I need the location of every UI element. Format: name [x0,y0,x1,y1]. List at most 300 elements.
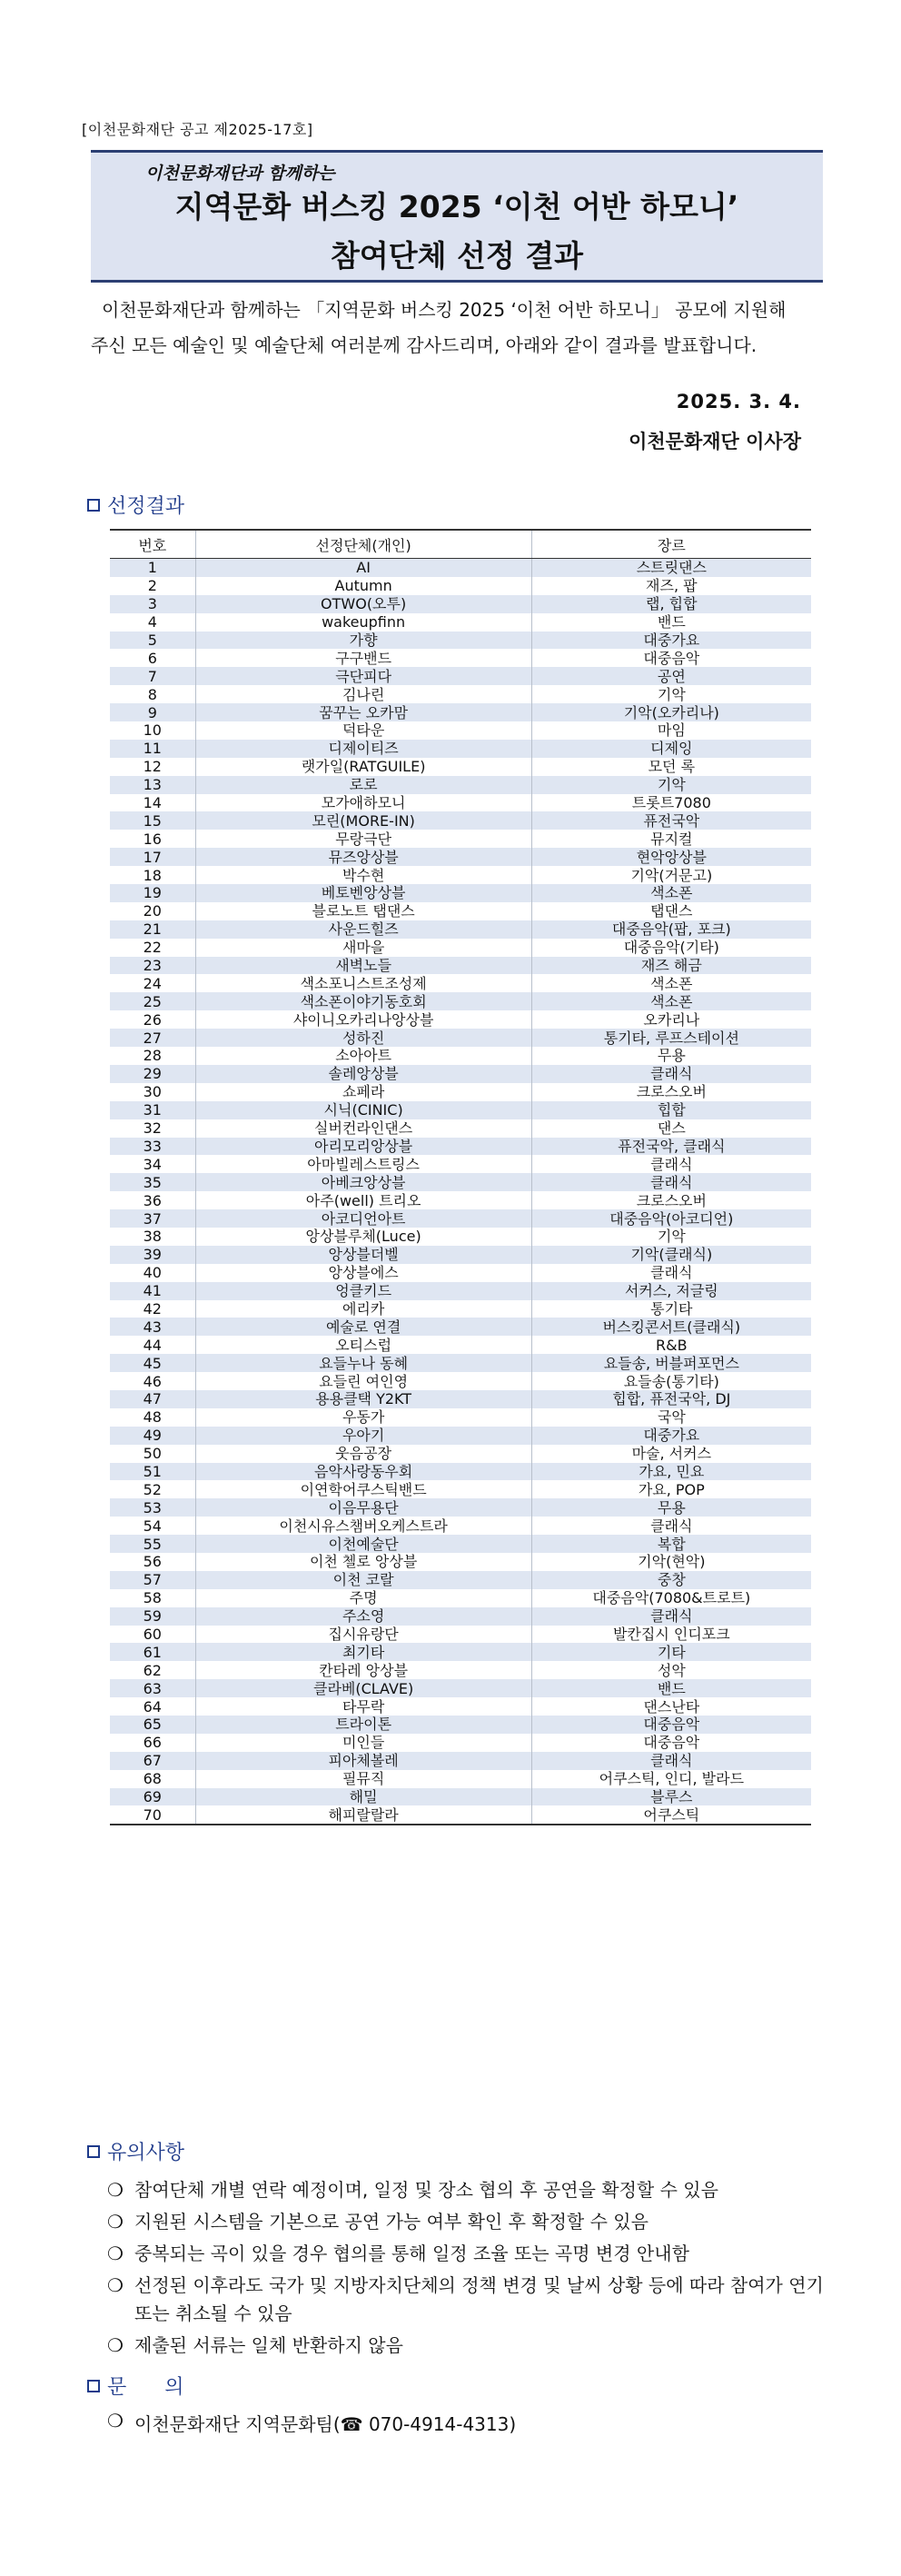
row-number: 58 [110,1589,195,1607]
row-genre: 재즈 해금 [531,957,811,975]
table-row [110,685,811,703]
row-group-name: 해밀 [195,1788,531,1806]
intro-paragraph: 이천문화재단과 함께하는 「지역문화 버스킹 2025 ‘이천 어반 하모니」 공모에 지원해 주신 모든 예술인 및 예술단체 여러분께 감사드리며, 아래와 같이 결과를 발표합니다. [91,299,787,356]
row-number: 59 [110,1607,195,1626]
table-row [110,939,811,957]
row-group-name: 용용클택 Y2KT [195,1390,531,1408]
main-title: 지역문화 버스킹 2025 ‘이천 어반 하모니’ [174,189,739,224]
row-number: 35 [110,1173,195,1191]
row-number: 29 [110,1065,195,1083]
row-number: 30 [110,1083,195,1101]
row-group-name: Autumn [195,577,531,595]
circle-bullet-icon: ❍ [107,2334,124,2356]
row-number: 12 [110,758,195,776]
row-group-name: 음악사랑동우회 [195,1463,531,1481]
pre-title: 이천문화재단과 함께하는 [145,164,335,184]
table-body [110,559,811,1825]
table-row [110,1300,811,1318]
row-group-name: 모린(MORE-IN) [195,811,531,830]
row-number: 33 [110,1138,195,1156]
row-number: 44 [110,1336,195,1354]
row-number: 5 [110,632,195,650]
issuer: 이천문화재단 이사장 [629,431,801,453]
row-number: 41 [110,1282,195,1300]
table-row [110,703,811,721]
table-row [110,1372,811,1390]
row-genre: 대중음악(7080&트로트) [592,1589,751,1607]
square-bullet-icon [87,499,100,512]
row-genre: 서커스, 저글링 [531,1282,811,1300]
row-group-name: 샤이니오카리나앙상블 [195,1010,531,1029]
row-group-name: 우동가 [195,1408,531,1427]
row-group-name: 아주(well) 트리오 [195,1191,531,1209]
row-genre: 발칸집시 인디포크 [612,1625,730,1643]
table-row [110,884,811,902]
row-number: 70 [110,1805,195,1825]
announcement-date: 2025. 3. 4. [676,391,801,413]
table-row [110,1661,811,1679]
row-genre: 색소폰 [531,884,811,902]
row-group-name: 요들린 여인영 [195,1372,531,1390]
row-genre: 무용 [657,1047,686,1065]
row-number: 51 [110,1463,195,1481]
row-number: 31 [110,1101,195,1119]
row-group-name: 가향 [195,632,531,650]
row-number: 15 [110,811,195,830]
note-item [107,2240,825,2268]
row-genre: 색소폰 [650,974,693,992]
section-notes-heading [87,2137,184,2165]
row-genre: 퓨전국악, 클래식 [531,1138,811,1156]
table-row [110,1463,811,1481]
row-number: 42 [110,1300,195,1318]
table-row [110,1390,811,1408]
note-item [107,2332,825,2360]
square-bullet-icon [87,2380,100,2392]
table-row [110,1480,811,1498]
row-genre: 통기타, 루프스테이션 [531,1029,811,1047]
row-number: 49 [110,1427,195,1445]
row-group-name: OTWO(오투) [195,595,531,613]
circle-bullet-icon: ❍ [107,2274,124,2296]
notice-number: [이천문화재단 공고 제2025-17호] [82,121,313,138]
table-row [110,1101,811,1119]
row-genre: 요들송, 버블퍼포먼스 [531,1354,811,1372]
row-number: 14 [110,794,195,812]
row-group-name: 새벽노들 [195,957,531,975]
table-row [110,649,811,667]
row-genre: 가요, POP [638,1480,705,1498]
row-genre: 국악 [657,1408,686,1427]
table-row [110,559,811,577]
row-group-name: wakeupfinn [195,613,531,632]
row-number: 53 [110,1498,195,1517]
row-genre: 힙합, 퓨전국악, DJ [531,1390,811,1408]
table-row [110,794,811,812]
row-number: 7 [110,667,195,685]
row-group-name: 이천시유스챔버오케스트라 [195,1517,531,1535]
row-number: 66 [110,1734,195,1752]
selection-table [110,529,811,1825]
row-genre: 대중음악(기타) [623,939,719,957]
circle-bullet-icon: ❍ [107,2410,124,2432]
row-group-name: 칸타레 앙상블 [195,1661,531,1679]
row-genre: 대중음악(아코디언) [531,1209,811,1228]
table-row [110,1752,811,1770]
row-genre: 오카리나 [643,1010,700,1029]
row-group-name: 예술로 연결 [195,1318,531,1336]
row-group-name: 아베크앙상블 [195,1173,531,1191]
table-row [110,1318,811,1336]
section-result-label: 선정결과 [107,495,185,518]
row-group-name: 새마을 [195,939,531,957]
header-group: 선정단체(개인) [195,530,531,559]
table-row [110,1734,811,1752]
row-group-name: 구구밴드 [195,649,531,667]
row-number: 9 [110,703,195,721]
row-number: 54 [110,1517,195,1535]
table-row [110,1065,811,1083]
row-genre: 중창 [531,1571,811,1589]
row-genre: 클래식 [650,1517,693,1535]
row-genre: 요들송(통기타) [623,1372,719,1390]
row-number: 20 [110,902,195,920]
row-number: 26 [110,1010,195,1029]
section-contact-label: 문 의 [107,2376,184,2399]
table-row [110,721,811,740]
row-number: 63 [110,1679,195,1697]
row-group-name: 아마빌레스트링스 [195,1155,531,1173]
table-row [110,1427,811,1445]
circle-bullet-icon: ❍ [107,2179,124,2201]
row-number: 61 [110,1643,195,1661]
row-genre: 마임 [657,721,686,740]
row-group-name: 이연학어쿠스틱밴드 [195,1480,531,1498]
row-group-name: 앙상블루체(Luce) [195,1228,531,1246]
row-genre: 기악(클래식) [531,1246,811,1264]
row-group-name: 색소폰이야기동호회 [195,992,531,1010]
row-number: 32 [110,1119,195,1138]
row-group-name: 우아기 [195,1427,531,1445]
row-number: 1 [110,559,195,577]
table-row [110,1697,811,1716]
row-group-name: 디제이티즈 [195,740,531,758]
header-genre: 장르 [531,530,811,559]
row-genre: 무용 [531,1498,811,1517]
row-number: 16 [110,830,195,848]
note-text: 참여단체 개별 연락 예정이며, 일정 및 장소 협의 후 공연을 확정할 수 있음 [134,2179,718,2201]
row-genre: 크로스오버 [636,1191,707,1209]
row-genre: 기악(오카리나) [531,703,811,721]
row-group-name: 필뮤직 [195,1770,531,1788]
row-number: 24 [110,974,195,992]
table-row [110,920,811,939]
table-row [110,1029,811,1047]
row-group-name: 로로 [195,776,531,794]
table-header-row [110,530,811,559]
row-genre: 통기타 [650,1299,693,1318]
table-row [110,1571,811,1589]
row-group-name: 색소포니스트조성제 [195,974,531,992]
table-row [110,1679,811,1697]
row-group-name: 꿈꾸는 오카맘 [195,703,531,721]
row-number: 64 [110,1697,195,1716]
row-genre: 공연 [531,667,811,685]
row-number: 11 [110,740,195,758]
row-number: 39 [110,1246,195,1264]
row-genre: 마술, 서커스 [631,1445,712,1463]
table-row [110,974,811,992]
row-group-name: 주명 [195,1589,531,1607]
row-genre: 탭댄스 [650,902,693,920]
row-group-name: 웃음공장 [195,1445,531,1463]
row-number: 40 [110,1264,195,1282]
table-row [110,1770,811,1788]
row-number: 57 [110,1571,195,1589]
row-group-name: 클라베(CLAVE) [195,1679,531,1697]
row-group-name: 시닉(CINIC) [195,1101,531,1119]
row-number: 37 [110,1209,195,1228]
table-row [110,1716,811,1734]
row-number: 21 [110,920,195,939]
row-group-name: 해피랄랄라 [195,1805,531,1825]
row-group-name: 아리모리앙상블 [195,1138,531,1156]
note-item [107,2176,825,2204]
row-genre: 크로스오버 [636,1083,707,1101]
row-number: 38 [110,1228,195,1246]
row-group-name: 이천 코랄 [195,1571,531,1589]
row-group-name: 뮤즈앙상블 [195,848,531,866]
row-group-name: 베토벤앙상블 [195,884,531,902]
row-group-name: 소아아트 [195,1047,531,1065]
row-number: 56 [110,1553,195,1571]
row-genre: 스트릿댄스 [531,559,811,577]
table-row [110,577,811,595]
row-genre: 댄스난타 [643,1697,700,1716]
row-number: 25 [110,992,195,1010]
table-row [110,1264,811,1282]
row-genre: 현악앙상블 [531,848,811,866]
row-genre: 힙합 [531,1101,811,1119]
row-genre: 재즈, 팝 [646,577,698,595]
row-genre: 클래식 [531,1065,811,1083]
row-number: 68 [110,1770,195,1788]
row-number: 13 [110,776,195,794]
row-group-name: 타무락 [195,1697,531,1716]
row-genre: 밴드 [657,613,686,632]
row-genre: 기악 [657,1228,686,1246]
table-row [110,1138,811,1156]
row-genre: 클래식 [650,1155,693,1173]
row-group-name: 피아체볼레 [195,1752,531,1770]
row-genre: 색소폰 [531,992,811,1010]
table-row [110,776,811,794]
row-genre: 밴드 [531,1679,811,1697]
row-number: 43 [110,1318,195,1336]
row-group-name: 실버컨라인댄스 [195,1119,531,1138]
table-row [110,1010,811,1029]
row-genre: 기악(현악) [638,1553,706,1571]
table-row [110,848,811,866]
table-row [110,667,811,685]
row-number: 45 [110,1354,195,1372]
row-number: 55 [110,1535,195,1553]
table-row [110,1336,811,1354]
table-row [110,957,811,975]
row-number: 34 [110,1155,195,1173]
circle-bullet-icon: ❍ [107,2243,124,2264]
note-text: 중복되는 곡이 있을 경우 협의를 통해 일정 조율 또는 곡명 변경 안내함 [134,2243,689,2264]
row-genre: 뮤지컬 [650,830,693,848]
table-row [110,740,811,758]
row-number: 67 [110,1752,195,1770]
row-genre: 대중음악 [531,1716,811,1734]
sub-title: 참여단체 선정 결과 [330,238,583,274]
table-row [110,1498,811,1517]
row-genre: 댄스 [657,1119,686,1138]
row-genre: 기악(거문고) [630,866,713,884]
row-number: 27 [110,1029,195,1047]
table-row [110,1083,811,1101]
row-number: 28 [110,1047,195,1065]
row-group-name: 성하진 [195,1029,531,1047]
row-number: 17 [110,848,195,866]
row-group-name: 무랑극단 [195,830,531,848]
table-row [110,1643,811,1661]
table-row [110,992,811,1010]
row-genre: 기타 [531,1643,811,1661]
table-row [110,1282,811,1300]
row-genre: 대중음악(팝, 포크) [531,920,811,939]
row-group-name: 쇼페라 [195,1083,531,1101]
row-group-name: 집시유랑단 [195,1626,531,1644]
row-number: 10 [110,721,195,740]
square-bullet-icon [87,2145,100,2158]
table-row [110,1589,811,1607]
note-text: 선정된 이후라도 국가 및 지방자치단체의 정책 변경 및 날씨 상황 등에 따라 참여가 연기 또는 취소될 수 있음 [134,2274,824,2324]
contact-line [107,2410,516,2436]
row-genre: 어쿠스틱 [531,1805,811,1825]
row-number: 4 [110,613,195,632]
table-row [110,1228,811,1246]
row-group-name: 덕타운 [195,721,531,740]
row-genre: 성악 [657,1661,686,1679]
row-genre: 어쿠스틱, 인디, 발라드 [599,1770,745,1788]
row-number: 19 [110,884,195,902]
row-group-name: 오티스럽 [195,1336,531,1354]
note-item [107,2208,825,2236]
note-text: 지원된 시스템을 기본으로 공연 가능 여부 확인 후 확정할 수 있음 [134,2211,649,2233]
circle-bullet-icon: ❍ [107,2211,124,2233]
row-genre: 기악 [531,776,811,794]
title-box [91,150,823,283]
table-row [110,1607,811,1626]
row-genre: 클래식 [531,1752,811,1770]
table-row [110,1805,811,1825]
row-number: 8 [110,685,195,703]
row-group-name: 앙상블더벨 [195,1246,531,1264]
table-row [110,811,811,830]
note-text: 제출된 서류는 일체 반환하지 않음 [134,2334,403,2356]
table-row [110,613,811,632]
row-group-name: 앙상블에스 [195,1264,531,1282]
row-number: 50 [110,1445,195,1463]
row-genre: R&B [656,1336,688,1354]
row-group-name: 극단피다 [195,667,531,685]
table-row [110,595,811,613]
row-number: 23 [110,957,195,975]
table-row [110,1445,811,1463]
table-row [110,1626,811,1644]
row-group-name: 박수현 [195,866,531,884]
row-genre: 랩, 힙합 [531,595,811,613]
row-group-name: 아코디언아트 [195,1209,531,1228]
row-group-name: 김나린 [195,685,531,703]
table-row [110,758,811,776]
row-number: 22 [110,939,195,957]
row-number: 3 [110,595,195,613]
row-group-name: 트라이톤 [195,1716,531,1734]
contact-text: 이천문화재단 지역문화팀(☎ 070-4914-4313) [134,2413,517,2435]
row-group-name: 에리카 [195,1300,531,1318]
row-genre: 퓨전국악 [531,811,811,830]
row-genre: 대중음악 [643,649,700,667]
row-genre: 디제잉 [531,740,811,758]
table-row [110,1788,811,1806]
row-genre: 대중음악 [643,1734,700,1752]
row-group-name: 최기타 [195,1643,531,1661]
row-number: 18 [110,866,195,884]
table-row [110,1047,811,1065]
row-group-name: 사운드힐즈 [195,920,531,939]
table-row [110,902,811,920]
row-number: 65 [110,1716,195,1734]
row-genre: 가요, 민요 [531,1463,811,1481]
table-row [110,1119,811,1138]
row-genre: 블루스 [531,1788,811,1806]
table-row [110,1408,811,1427]
row-number: 6 [110,649,195,667]
row-group-name: 랫가일(RATGUILE) [195,758,531,776]
row-group-name: 이천예술단 [195,1535,531,1553]
row-genre: 클래식 [531,1173,811,1191]
table-row [110,1517,811,1535]
table-row [110,632,811,650]
row-genre: 복합 [531,1535,811,1553]
row-genre: 대중가요 [531,1427,811,1445]
row-number: 52 [110,1480,195,1498]
table-row [110,1246,811,1264]
row-group-name: AI [195,559,531,577]
row-group-name: 블로노트 탭댄스 [195,902,531,920]
row-number: 47 [110,1390,195,1408]
table-row [110,1155,811,1173]
row-genre: 대중가요 [531,632,811,650]
section-contact-heading [87,2372,183,2400]
section-notes-label: 유의사항 [107,2142,185,2164]
row-group-name: 솔레앙상블 [195,1065,531,1083]
notes-list [107,2176,825,2363]
row-genre: 모던 록 [648,758,696,776]
row-group-name: 이천 첼로 앙상블 [195,1553,531,1571]
row-group-name: 미인들 [195,1734,531,1752]
row-group-name: 이음무용단 [195,1498,531,1517]
row-genre: 기악 [657,685,686,703]
row-genre: 클래식 [531,1607,811,1626]
note-item [107,2272,825,2328]
row-number: 48 [110,1408,195,1427]
row-genre: 클래식 [650,1264,693,1282]
